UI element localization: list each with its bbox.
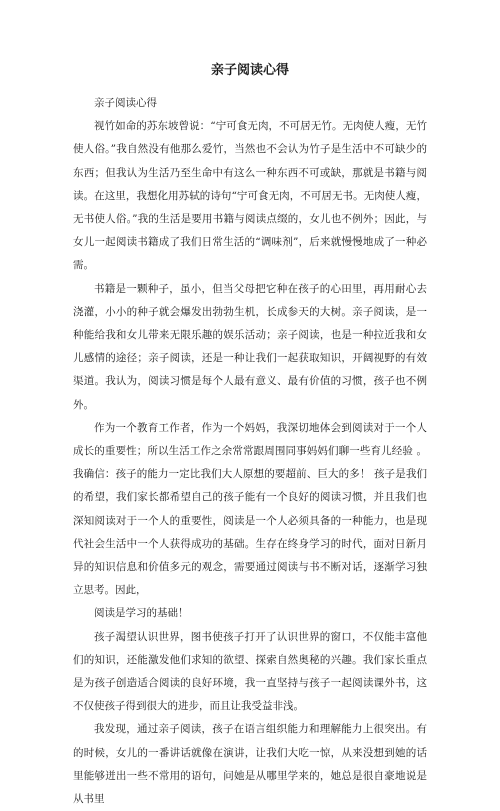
paragraph: 书籍是一颗种子，虽小，但当父母把它种在孩子的心田里，再用耐心去浇灌，小小的种子就会爆发出勃勃生机，长成参天的大树。亲子阅读，是一种能给我和女儿带来无限乐趣的娱乐活动；亲子阅读，也是一种拉近我和女儿感情的途径；亲子阅读，还是一种让我们一起获取知识，开阔视野的有效渠道。我认为，阅读习惯是每个人最有意义、最有价值的习惯，孩子也不例外。 (73, 282, 427, 411)
paragraph: 孩子渴望认识世界，图书使孩子打开了认识世界的窗口，不仅能丰富他们的知识，还能激发他们求知的欲望、探索自然奥秘的兴趣。我们家长重点是为孩子创造适合阅读的良好环境，我一直坚持与孩子一起阅读课外书，这不仅使孩子得到很大的进步，而且让我受益非浅。 (73, 630, 427, 713)
document-title: 亲子阅读心得 (210, 63, 289, 78)
paragraph-subtitle: 亲子阅读心得 (94, 97, 157, 109)
paragraph-heading: 阅读是学习的基础！ (94, 607, 189, 620)
paragraph: 视竹如命的苏东坡曾说：“宁可食无肉，不可居无竹。无肉使人瘦，无竹使人俗。”我自然没有他那么爱竹，当然也不会认为竹子是生活中不可缺少的东西；但我认为生活乃至生命中有这么一种东西不可或缺，那就是书籍与阅读。在这里，我想化用苏轼的诗句“宁可食无肉，不可居无书。无肉使人瘦，无书使人俗。”我的生活是要用书籍与阅读点缀的，女儿也不例外；因此，与女儿一起阅读书籍成了我们日常生活的“调味剂”，后来就慢慢地成了一种必需。 (73, 120, 427, 272)
paragraph: 作为一个教育工作者，作为一个妈妈，我深切地体会到阅读对于一个人成长的重要性；所以生活工作之余常常跟周围同事妈妈们聊一些育儿经验 。 我确信：孩子的能力一定比我们大人原想的要超前、巨大的多！ 孩子是我们的希望，我们家长都希望自己的孩子能有一个良好的阅读习惯，并且我们也深知阅读对于一个人的重要性，阅读是一个人必须具备的一种能力，也是现代社会生活中一个人获得成功的基础。生存在终身学习的时代，面对日新月异的知识信息和价值多元的观念，需要通过阅读与书不断对话，逐渐学习独立思考。因此， (73, 421, 427, 597)
paragraph: 我发现，通过亲子阅读，孩子在语言组织能力和理解能力上很突出。有的时候，女儿的一番讲话就像在演讲，让我们大吃一惊，从来没想到她的话里能够迸出一些不常用的语句，问她是从哪里学来的，她总是很自豪地说是从书里 (73, 723, 427, 806)
